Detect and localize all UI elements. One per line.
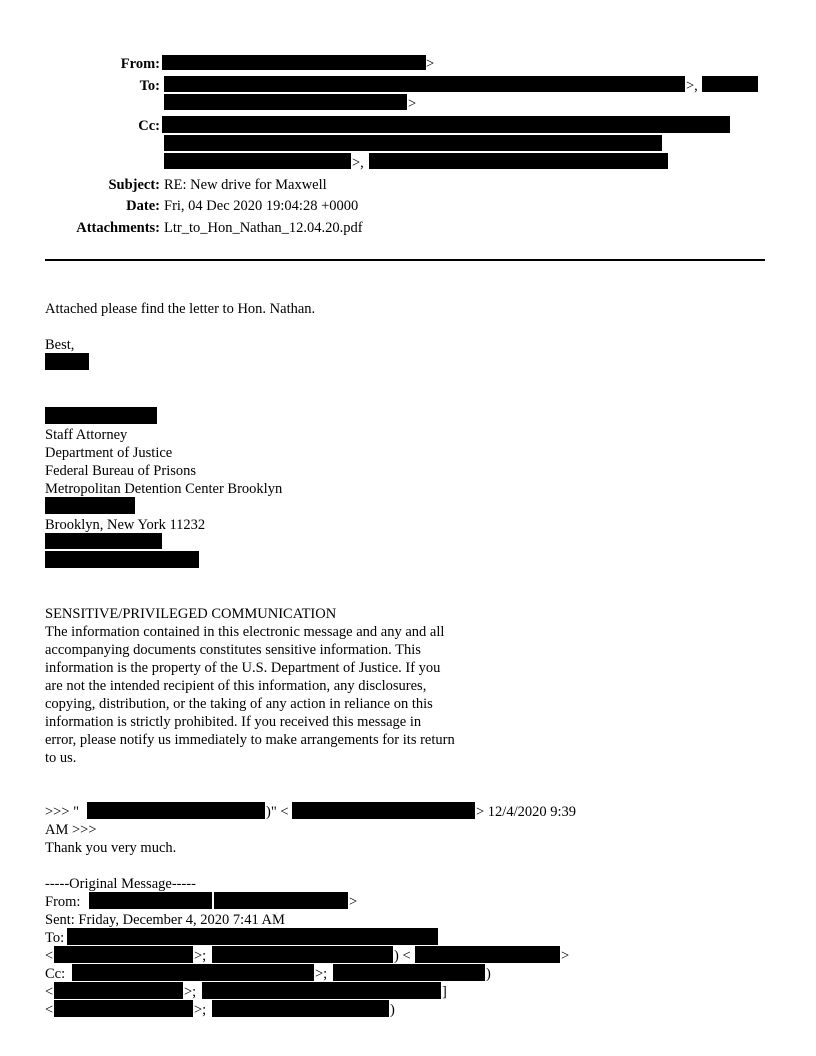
original-cc-close: ) bbox=[486, 966, 491, 982]
redaction-to-3 bbox=[164, 94, 407, 110]
original-cc-gt-semicolon: >; bbox=[315, 966, 328, 982]
cc-gt-comma: >, bbox=[352, 155, 364, 171]
notice-line: are not the intended recipient of this information, any disclosures, bbox=[45, 678, 427, 694]
redaction-to-2 bbox=[702, 76, 758, 92]
redaction-original-cc-1 bbox=[72, 964, 314, 981]
original-to-gt-semicolon: >; bbox=[194, 948, 207, 964]
redaction-cc-1 bbox=[162, 116, 730, 133]
redaction-original-from-2 bbox=[214, 892, 348, 909]
notice-line: information is strictly prohibited. If you received this message in bbox=[45, 714, 422, 730]
quote-prefix: >>> " bbox=[45, 804, 80, 820]
header-divider bbox=[45, 259, 765, 261]
original-to-label: To: bbox=[45, 930, 65, 946]
redaction-original-cc-6 bbox=[212, 1000, 389, 1017]
date-value: Fri, 04 Dec 2020 19:04:28 +0000 bbox=[164, 198, 359, 214]
original-cc-lt-2: < bbox=[45, 1002, 54, 1018]
notice-line: copying, distribution, or the taking of any action in reliance on this bbox=[45, 696, 433, 712]
original-from-gt: > bbox=[349, 894, 358, 910]
redaction-original-cc-5 bbox=[54, 1000, 193, 1017]
quote-mid: )" < bbox=[266, 804, 289, 820]
signature-line: Brooklyn, New York 11232 bbox=[45, 517, 206, 533]
redaction-signature-name bbox=[45, 407, 157, 424]
subject-value: RE: New drive for Maxwell bbox=[164, 177, 327, 193]
notice-line: The information contained in this electronic message and any and all bbox=[45, 624, 445, 640]
redaction-original-cc-3 bbox=[54, 982, 183, 999]
closing-text: Best, bbox=[45, 337, 75, 353]
notice-line: information is the property of the U.S. Department of Justice. If you bbox=[45, 660, 441, 676]
redaction-original-to-1 bbox=[67, 928, 438, 945]
signature-line: Metropolitan Detention Center Brooklyn bbox=[45, 481, 283, 497]
redaction-cc-3 bbox=[164, 153, 351, 169]
original-to-lt: < bbox=[45, 948, 54, 964]
redaction-phone bbox=[45, 533, 162, 549]
original-to-gt: > bbox=[561, 948, 570, 964]
notice-line: accompanying documents constitutes sensitive information. This bbox=[45, 642, 421, 658]
from-label: From: bbox=[120, 56, 160, 72]
redaction-original-cc-4 bbox=[202, 982, 441, 999]
redaction-cc-2 bbox=[164, 135, 662, 151]
redaction-quote-name bbox=[87, 802, 265, 819]
redaction-email bbox=[45, 551, 199, 568]
quote-suffix: > 12/4/2020 9:39 bbox=[476, 804, 577, 820]
redaction-original-cc-2 bbox=[333, 964, 485, 981]
redaction-to-1 bbox=[164, 76, 685, 92]
original-cc-gt-semicolon-3: >; bbox=[194, 1002, 207, 1018]
redaction-original-from-1 bbox=[89, 892, 212, 909]
redaction-sender-name bbox=[45, 353, 89, 370]
redaction-from bbox=[162, 55, 426, 70]
subject-label: Subject: bbox=[108, 177, 160, 193]
signature-line: Department of Justice bbox=[45, 445, 173, 461]
cc-label: Cc: bbox=[138, 118, 160, 134]
to-gt: > bbox=[408, 96, 417, 112]
quote-line-2: AM >>> bbox=[45, 822, 97, 838]
original-from-label: From: bbox=[45, 894, 81, 910]
original-cc-gt-semicolon-2: >; bbox=[184, 984, 197, 1000]
to-gt-comma: >, bbox=[686, 78, 698, 94]
redaction-original-to-4 bbox=[415, 946, 560, 963]
redaction-street-address bbox=[45, 497, 135, 514]
original-cc-paren-close: ) bbox=[390, 1002, 395, 1018]
attachment-filename[interactable]: Ltr_to_Hon_Nathan_12.04.20.pdf bbox=[164, 220, 363, 236]
original-cc-label: Cc: bbox=[45, 966, 66, 982]
attachments-label: Attachments: bbox=[76, 220, 160, 236]
redaction-original-to-3 bbox=[212, 946, 393, 963]
redaction-cc-4 bbox=[369, 153, 668, 169]
original-to-paren-lt: ) < bbox=[394, 948, 411, 964]
notice-line: to us. bbox=[45, 750, 77, 766]
original-sent: Sent: Friday, December 4, 2020 7:41 AM bbox=[45, 912, 285, 928]
from-gt: > bbox=[426, 56, 435, 72]
quote-reply-text: Thank you very much. bbox=[45, 840, 177, 856]
signature-line: Staff Attorney bbox=[45, 427, 128, 443]
notice-title: SENSITIVE/PRIVILEGED COMMUNICATION bbox=[45, 606, 337, 622]
signature-line: Federal Bureau of Prisons bbox=[45, 463, 197, 479]
redaction-original-to-2 bbox=[54, 946, 193, 963]
notice-line: error, please notify us immediately to make arrangements for its return bbox=[45, 732, 455, 748]
date-label: Date: bbox=[126, 198, 160, 214]
original-separator: -----Original Message----- bbox=[45, 876, 196, 892]
redaction-quote-email bbox=[292, 802, 475, 819]
original-cc-bracket: ] bbox=[442, 984, 447, 1000]
to-label: To: bbox=[139, 78, 160, 94]
original-cc-lt: < bbox=[45, 984, 54, 1000]
intro-text: Attached please find the letter to Hon. Nathan. bbox=[45, 301, 316, 317]
